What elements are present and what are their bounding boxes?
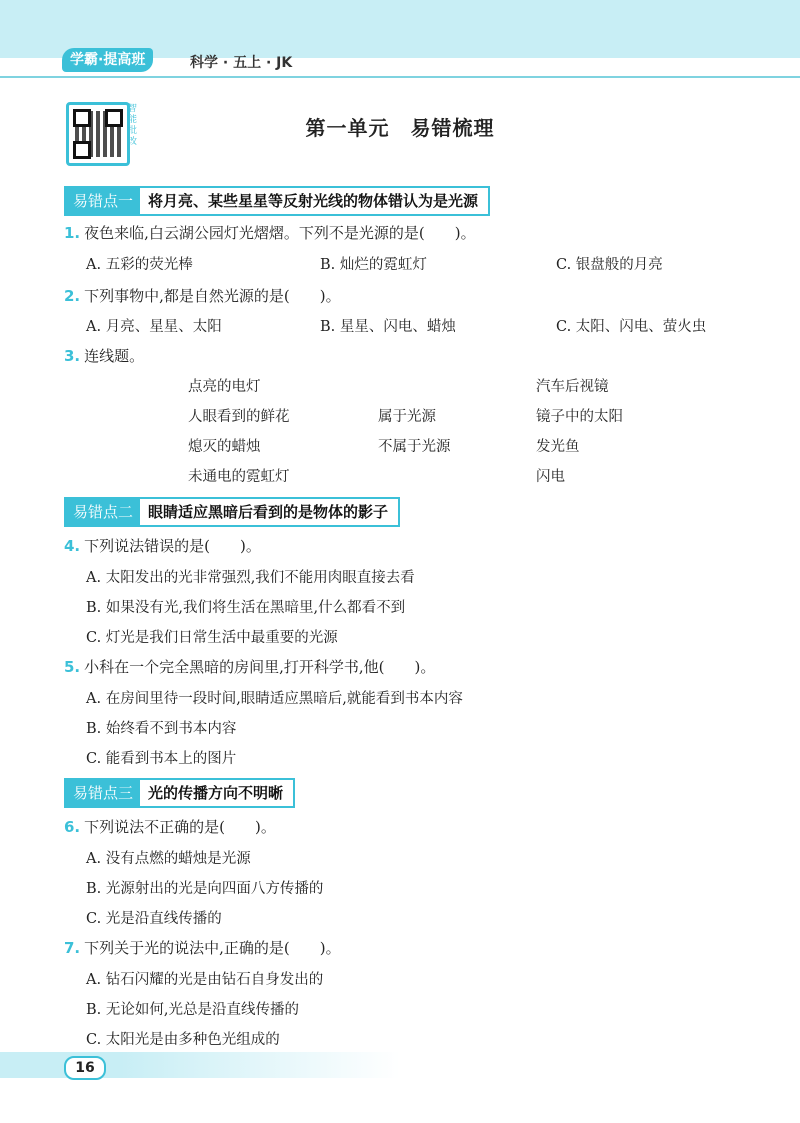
page-title: 第一单元 易错梳理 [305, 116, 495, 140]
question-stem: 连线题。 [84, 347, 145, 365]
match-right-item: 镜子中的太阳 [536, 409, 623, 425]
match-left-item: 点亮的电灯 [188, 379, 261, 395]
question-7 [64, 937, 341, 958]
question-3 [64, 345, 144, 366]
section-title: 光的传播方向不明晰 [148, 784, 284, 802]
question-stem: 下列关于光的说法中,正确的是( )。 [84, 939, 341, 957]
section-header-1 [64, 186, 490, 216]
header-divider [0, 76, 800, 78]
option-c: C. 太阳、闪电、萤火虫 [556, 319, 707, 335]
question-2 [64, 285, 341, 306]
question-number: 7. [64, 939, 81, 957]
option-b: B. 始终看不到书本内容 [86, 721, 237, 737]
section-title: 眼睛适应黑暗后看到的是物体的影子 [148, 503, 389, 521]
match-middle-item: 不属于光源 [378, 439, 451, 455]
section-tag: 易错点一 [66, 188, 140, 214]
question-4 [64, 535, 261, 556]
question-stem: 下列事物中,都是自然光源的是( )。 [84, 287, 341, 305]
question-6 [64, 816, 276, 837]
option-a: A. 太阳发出的光非常强烈,我们不能用肉眼直接去看 [86, 570, 415, 586]
match-left-item: 未通电的霓虹灯 [188, 469, 290, 485]
question-number: 6. [64, 818, 81, 836]
question-number: 5. [64, 658, 81, 676]
section-tag: 易错点三 [66, 780, 140, 806]
match-right-item: 汽车后视镜 [536, 379, 609, 395]
question-stem: 夜色来临,白云湖公园灯光熠熠。下列不是光源的是( )。 [84, 224, 476, 242]
option-a: A. 五彩的荧光棒 [86, 257, 193, 273]
brand-logo: 学霸·提高班 [62, 48, 153, 72]
section-header-2 [64, 497, 400, 527]
match-right-item: 发光鱼 [536, 439, 580, 455]
match-middle-item: 属于光源 [378, 409, 436, 425]
option-b: B. 光源射出的光是向四面八方传播的 [86, 881, 324, 897]
option-a: A. 在房间里待一段时间,眼睛适应黑暗后,就能看到书本内容 [86, 691, 463, 707]
option-b: B. 星星、闪电、蜡烛 [320, 319, 456, 335]
option-c: C. 银盘般的月亮 [556, 257, 663, 273]
option-a: A. 没有点燃的蜡烛是光源 [86, 851, 251, 867]
question-stem: 下列说法不正确的是( )。 [84, 818, 276, 836]
option-b: B. 灿烂的霓虹灯 [320, 257, 427, 273]
question-number: 1. [64, 224, 81, 242]
page-number: 16 [64, 1056, 106, 1080]
option-b: B. 如果没有光,我们将生活在黑暗里,什么都看不到 [86, 600, 406, 616]
question-number: 2. [64, 287, 81, 305]
subject-label: 科学 · 五上 · JK [190, 55, 293, 71]
question-1 [64, 222, 476, 243]
option-a: A. 月亮、星星、太阳 [86, 319, 222, 335]
question-5 [64, 656, 435, 677]
option-b: B. 无论如何,光总是沿直线传播的 [86, 1002, 299, 1018]
match-right-item: 闪电 [536, 469, 565, 485]
match-left-item: 熄灭的蜡烛 [188, 439, 261, 455]
option-c: C. 光是沿直线传播的 [86, 911, 222, 927]
section-header-3 [64, 778, 295, 808]
option-c: C. 太阳光是由多种色光组成的 [86, 1032, 280, 1048]
footer-band [0, 1052, 800, 1078]
qr-label: 智能批改 [128, 104, 138, 147]
section-tag: 易错点二 [66, 499, 140, 525]
question-number: 4. [64, 537, 81, 555]
question-stem: 小科在一个完全黑暗的房间里,打开科学书,他( )。 [84, 658, 436, 676]
question-stem: 下列说法错误的是( )。 [84, 537, 261, 555]
question-number: 3. [64, 347, 81, 365]
option-a: A. 钻石闪耀的光是由钻石自身发出的 [86, 972, 324, 988]
section-title: 将月亮、某些星星等反射光线的物体错认为是光源 [148, 192, 479, 210]
option-c: C. 灯光是我们日常生活中最重要的光源 [86, 630, 338, 646]
match-left-item: 人眼看到的鲜花 [188, 409, 290, 425]
option-c: C. 能看到书本上的图片 [86, 751, 237, 767]
